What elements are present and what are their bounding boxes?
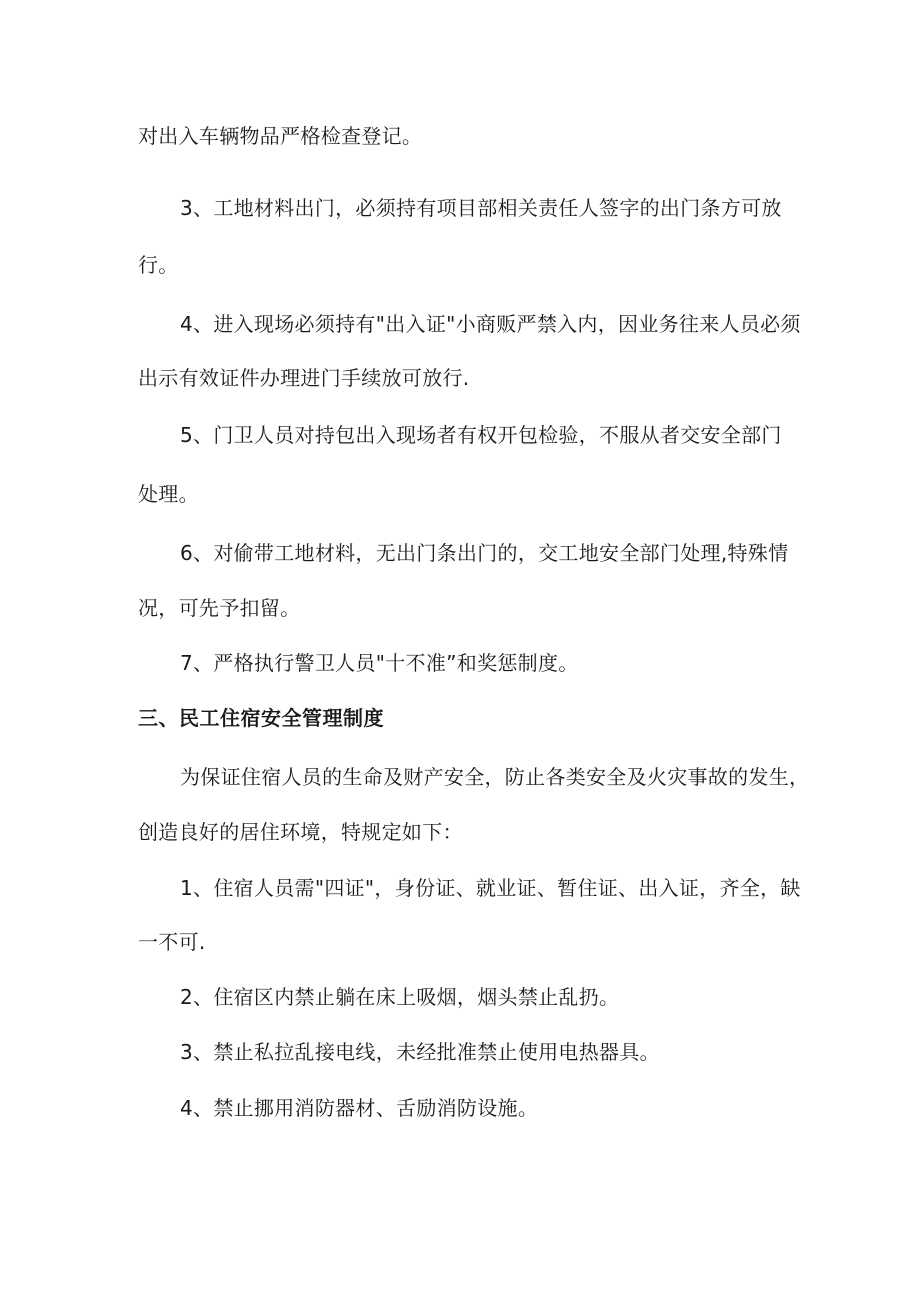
rule-item-2: 2、住宿区内禁止躺在床上吸烟，烟头禁止乱扔。 [180,985,620,1009]
section-heading: 三、民工住宿安全管理制度 [138,706,384,730]
list-item-3-line-1: 3、工地材料出门，必须持有项目部相关责任人签字的出门条方可放 [180,196,782,220]
intro-paragraph-line-1: 为保证住宿人员的生命及财产安全，防止各类安全及火灾事故的发生， [180,765,810,789]
list-item-3-line-2: 行。 [138,253,179,277]
paragraph-line: 对出入车辆物品严格检查登记。 [138,124,423,148]
intro-paragraph-line-2: 创造良好的居住环境，特规定如下： [138,820,463,844]
list-item-5-line-1: 5、门卫人员对持包出入现场者有权开包检验，不服从者交安全部门 [180,423,782,447]
list-item-4-line-2: 出示有效证件办理进门手续放可放行. [138,366,470,390]
list-item-4-line-1: 4、进入现场必须持有"出入证"小商贩严禁入内，因业务往来人员必须 [180,312,801,336]
list-item-6-line-1: 6、对偷带工地材料，无出门条出门的，交工地安全部门处理,特殊情 [180,541,789,565]
list-item-5-line-2: 处理。 [138,482,199,506]
list-item-6-line-2: 况，可先予扣留。 [138,596,301,620]
rule-item-3: 3、禁止私拉乱接电线，未经批准禁止使用电热器具。 [180,1040,660,1064]
rule-item-1-line-1: 1、住宿人员需"四证"，身份证、就业证、暂住证、出入证，齐全，缺 [180,876,801,900]
list-item-7: 7、严格执行警卫人员"十不准”和奖惩制度。 [180,651,579,675]
rule-item-1-line-2: 一不可. [138,930,206,954]
rule-item-4: 4、禁止挪用消防器材、舌励消防设施。 [180,1096,539,1120]
